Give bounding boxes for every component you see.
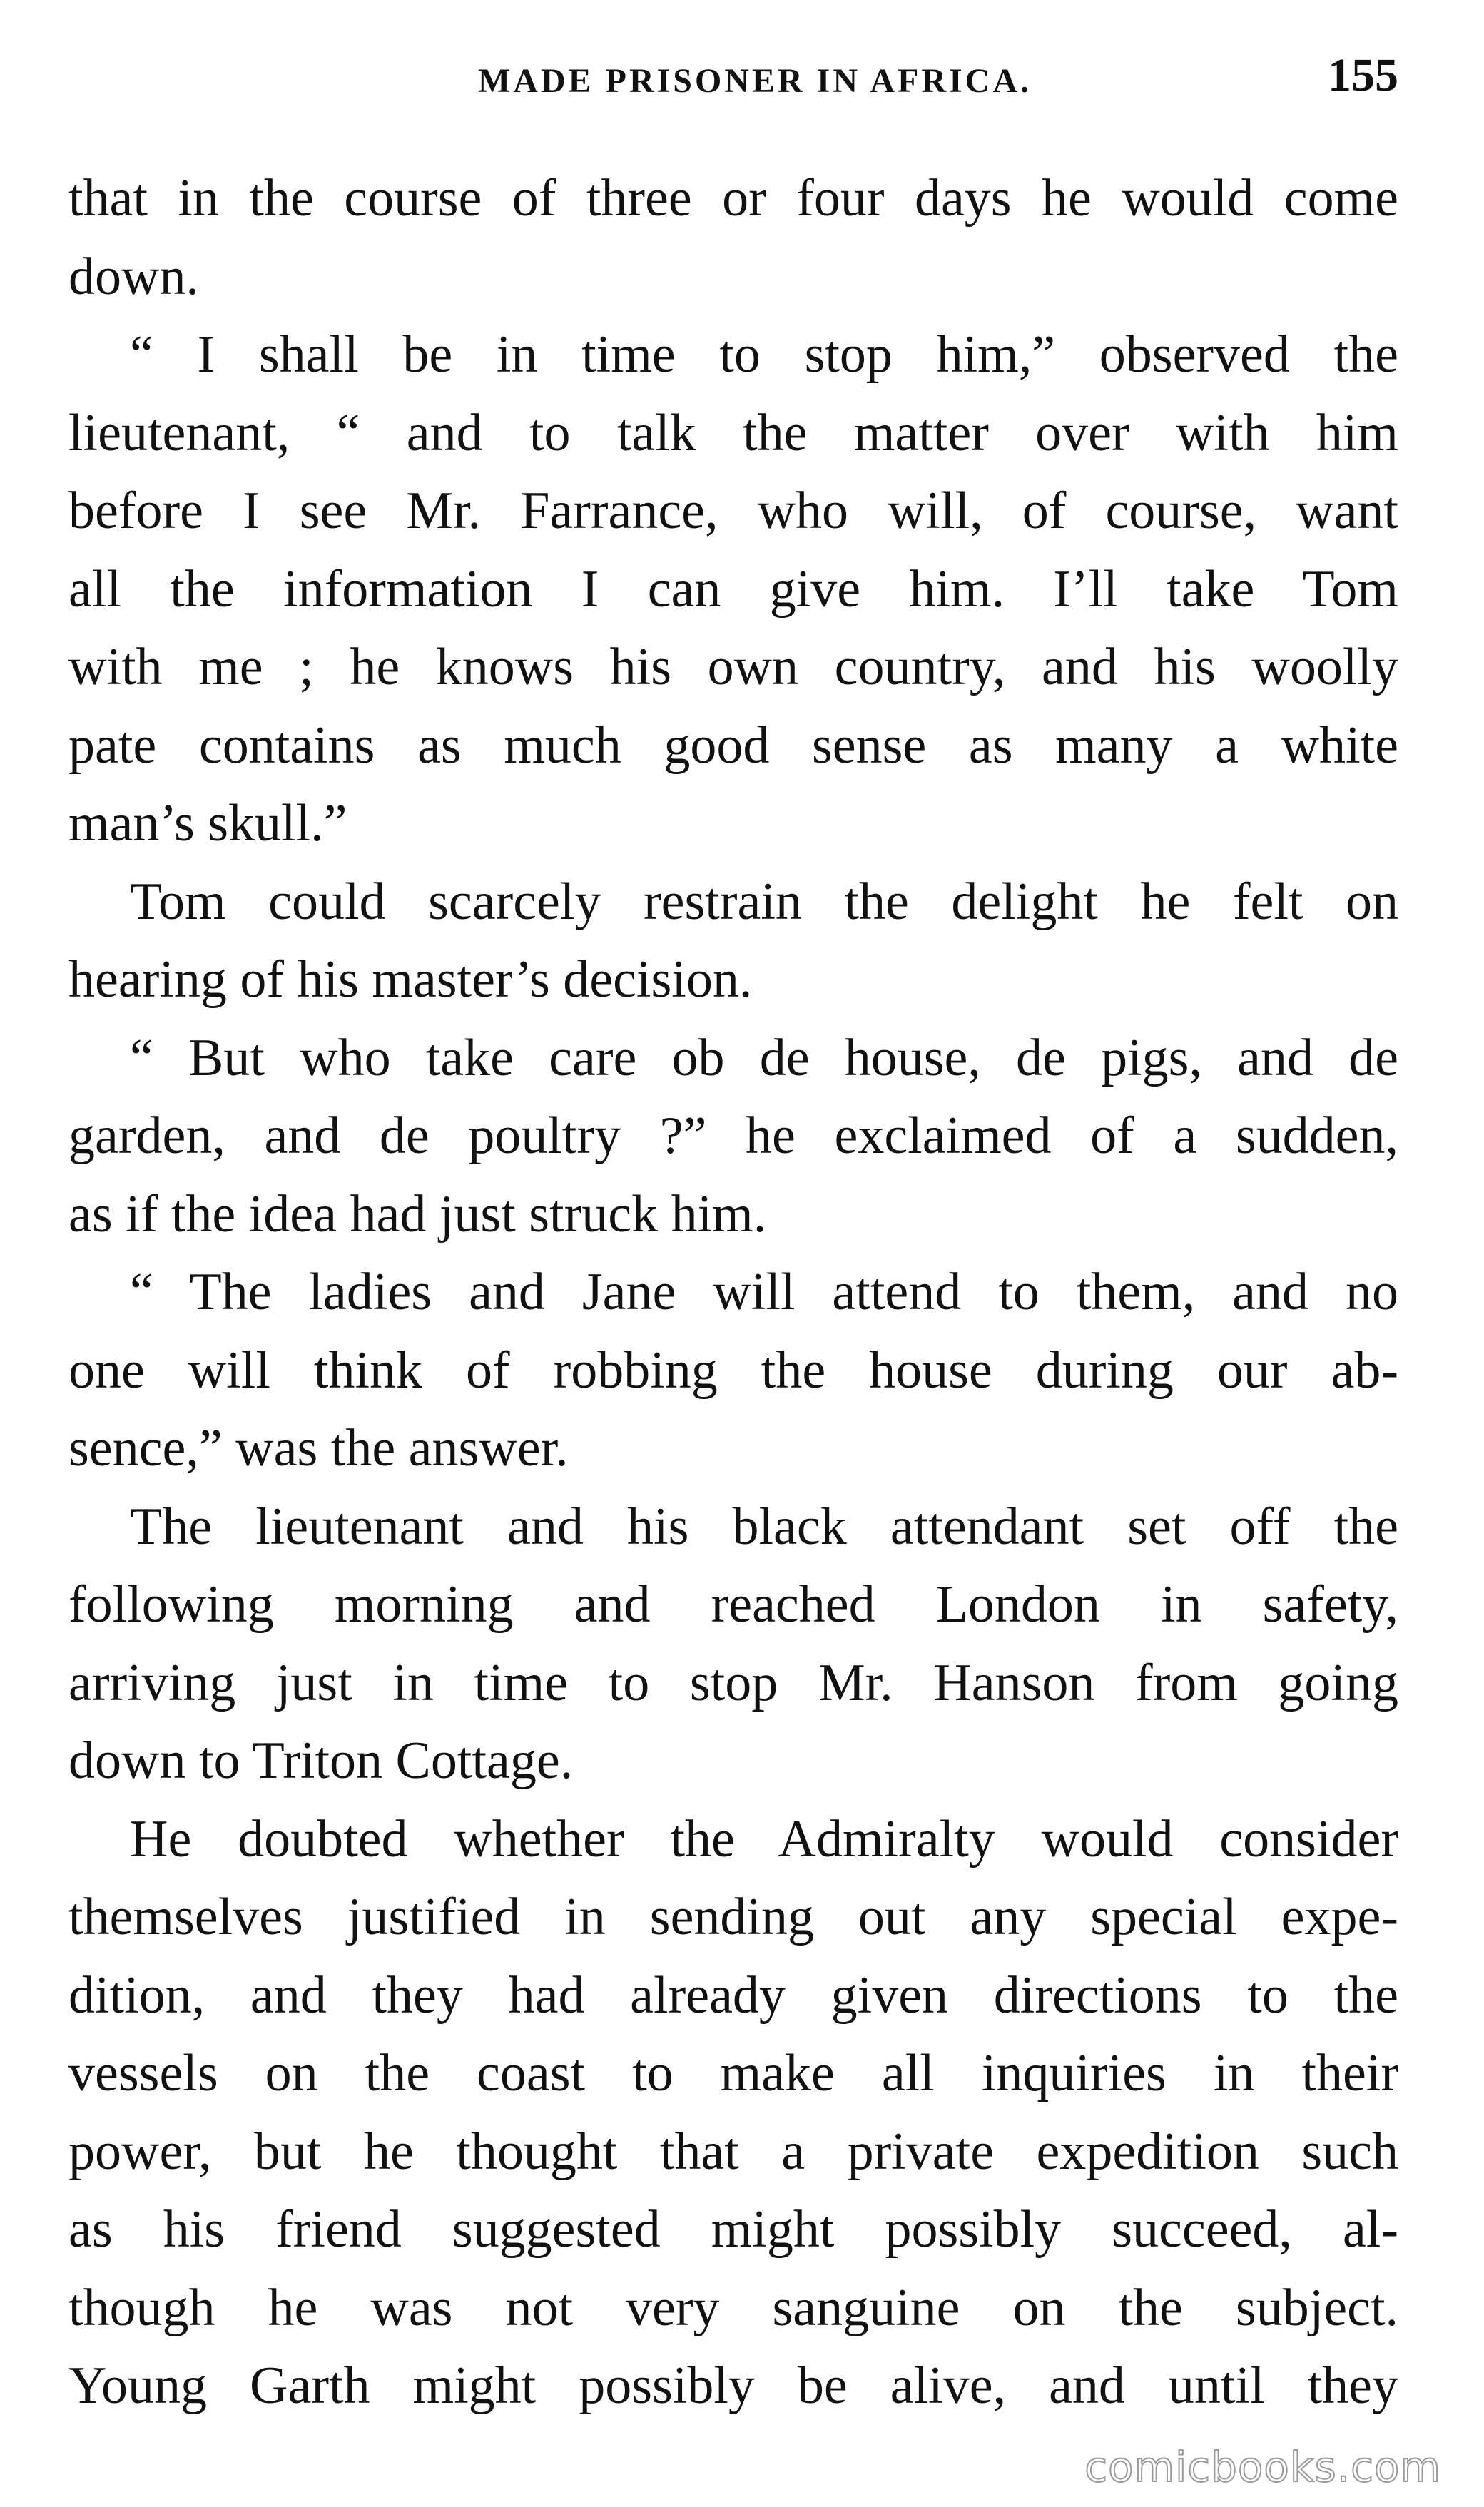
text-line: that in the course of three or four days he would come xyxy=(68,169,1398,228)
running-title: MADE PRISONER IN AFRICA. xyxy=(477,62,1032,100)
text-line: themselves justified in sending out any special expe- xyxy=(68,1888,1398,1946)
text-line: lieutenant, “ and to talk the matter over with him xyxy=(68,403,1398,462)
text-line: before I see Mr. Farrance, who will, of course, want xyxy=(68,482,1398,540)
text-line: following morning and reached London in safety, xyxy=(68,1575,1398,1634)
text-line: as if the idea had just struck him. xyxy=(68,1184,767,1244)
text-line: down to Triton Cottage. xyxy=(68,1731,574,1790)
text-line: as his friend suggested might possibly succeed, al- xyxy=(68,2200,1398,2259)
text-line: with me ; he knows his own country, and his woolly xyxy=(68,638,1398,696)
watermark: comicbooks.com xyxy=(1084,2443,1441,2491)
text-line: Tom could scarcely restrain the delight he felt on xyxy=(130,872,1398,931)
text-line: though he was not very sanguine on the subject. xyxy=(68,2278,1398,2337)
text-line: garden, and de poultry ?” he exclaimed of a sudden, xyxy=(68,1107,1398,1165)
body-text xyxy=(68,163,1398,2429)
text-line: “ I shall be in time to stop him,” observed the xyxy=(130,325,1398,384)
text-line: arriving just in time to stop Mr. Hanson from going xyxy=(68,1653,1398,1712)
text-line: pate contains as much good sense as many a white xyxy=(68,716,1398,775)
text-line: dition, and they had already given directions to the xyxy=(68,1966,1398,2025)
text-line: He doubted whether the Admiralty would consider xyxy=(130,1809,1398,1868)
text-line: vessels on the coast to make all inquiries in their xyxy=(68,2044,1398,2102)
text-line: “ But who take care ob de house, de pigs, and de xyxy=(130,1028,1398,1087)
text-line: Young Garth might possibly be alive, and until they xyxy=(68,2356,1398,2415)
text-line: sence,” was the answer. xyxy=(68,1419,569,1478)
page-number: 155 xyxy=(1328,49,1398,101)
text-line: “ The ladies and Jane will attend to them, and no xyxy=(130,1263,1398,1321)
text-line: hearing of his master’s decision. xyxy=(68,950,753,1009)
text-line: one will think of robbing the house during our ab- xyxy=(68,1341,1398,1400)
text-line: man’s skull.” xyxy=(68,794,347,853)
text-line: The lieutenant and his black attendant set off the xyxy=(130,1497,1398,1556)
running-head xyxy=(68,49,1398,113)
text-line: down. xyxy=(68,247,199,306)
text-line: power, but he thought that a private expedition such xyxy=(68,2122,1398,2181)
text-line: all the information I can give him. I’ll take Tom xyxy=(68,559,1398,619)
